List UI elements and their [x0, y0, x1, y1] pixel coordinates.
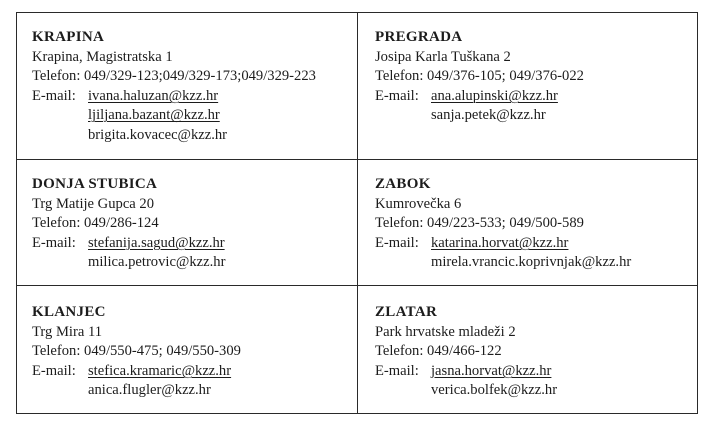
office-name: ZABOK [375, 176, 431, 192]
office-email-row [32, 87, 357, 107]
email-label: E-mail: [375, 362, 419, 379]
office-email-row [375, 87, 697, 107]
office-address: Trg Mira 11 [32, 323, 103, 340]
email-label: E-mail: [32, 87, 76, 104]
office-phone: Telefon: 049/550-475; 049/550-309 [32, 343, 241, 360]
office-cell-krapina [17, 13, 357, 159]
email-address: sanja.petek@kzz.hr [431, 107, 546, 124]
office-cell-pregrada [357, 13, 697, 159]
email-link[interactable]: ivana.haluzan@kzz.hr [88, 87, 219, 104]
office-address: Kumrovečka 6 [375, 195, 462, 212]
office-name: KLANJEC [32, 304, 106, 320]
office-address: Krapina, Magistratska 1 [32, 48, 173, 65]
email-label: E-mail: [32, 234, 76, 251]
office-name: PREGRADA [375, 29, 463, 45]
email-label: E-mail: [32, 362, 76, 379]
email-address: milica.petrovic@kzz.hr [88, 254, 226, 271]
email-address: mirela.vrancic.koprivnjak@kzz.hr [431, 254, 632, 271]
email-link[interactable]: stefica.kramaric@kzz.hr [88, 362, 232, 379]
office-phone: Telefon: 049/223-533; 049/500-589 [375, 215, 584, 232]
office-phone: Telefon: 049/329-123;049/329-173;049/329-223 [32, 68, 316, 85]
email-link[interactable]: stefanija.sagud@kzz.hr [88, 234, 225, 251]
office-name: KRAPINA [32, 29, 105, 45]
email-address: verica.bolfek@kzz.hr [431, 382, 558, 399]
office-phone: Telefon: 049/466-122 [375, 343, 502, 360]
email-label: E-mail: [375, 234, 419, 251]
office-address: Josipa Karla Tuškana 2 [375, 48, 511, 65]
email-link[interactable]: jasna.horvat@kzz.hr [431, 362, 552, 379]
office-cell-zlatar [357, 285, 697, 413]
office-address: Park hrvatske mladeži 2 [375, 323, 516, 340]
office-email-row [32, 234, 357, 254]
email-link[interactable]: katarina.horvat@kzz.hr [431, 234, 569, 251]
email-label: E-mail: [375, 87, 419, 104]
office-name: ZLATAR [375, 304, 438, 320]
office-cell-donja-stubica [17, 159, 357, 285]
email-link[interactable]: ana.alupinski@kzz.hr [431, 87, 558, 104]
office-name: DONJA STUBICA [32, 176, 158, 192]
office-email-row [375, 362, 697, 382]
office-cell-zabok [357, 159, 697, 285]
office-phone: Telefon: 049/286-124 [32, 215, 159, 232]
office-address: Trg Matije Gupca 20 [32, 195, 155, 212]
office-cell-klanjec [17, 285, 357, 413]
email-address: anica.flugler@kzz.hr [88, 382, 211, 399]
email-address: brigita.kovacec@kzz.hr [88, 126, 228, 143]
office-phone: Telefon: 049/376-105; 049/376-022 [375, 68, 584, 85]
email-link[interactable]: ljiljana.bazant@kzz.hr [88, 107, 220, 124]
office-email-row [375, 234, 697, 254]
office-email-row [32, 362, 357, 382]
office-contacts-table [16, 12, 698, 414]
